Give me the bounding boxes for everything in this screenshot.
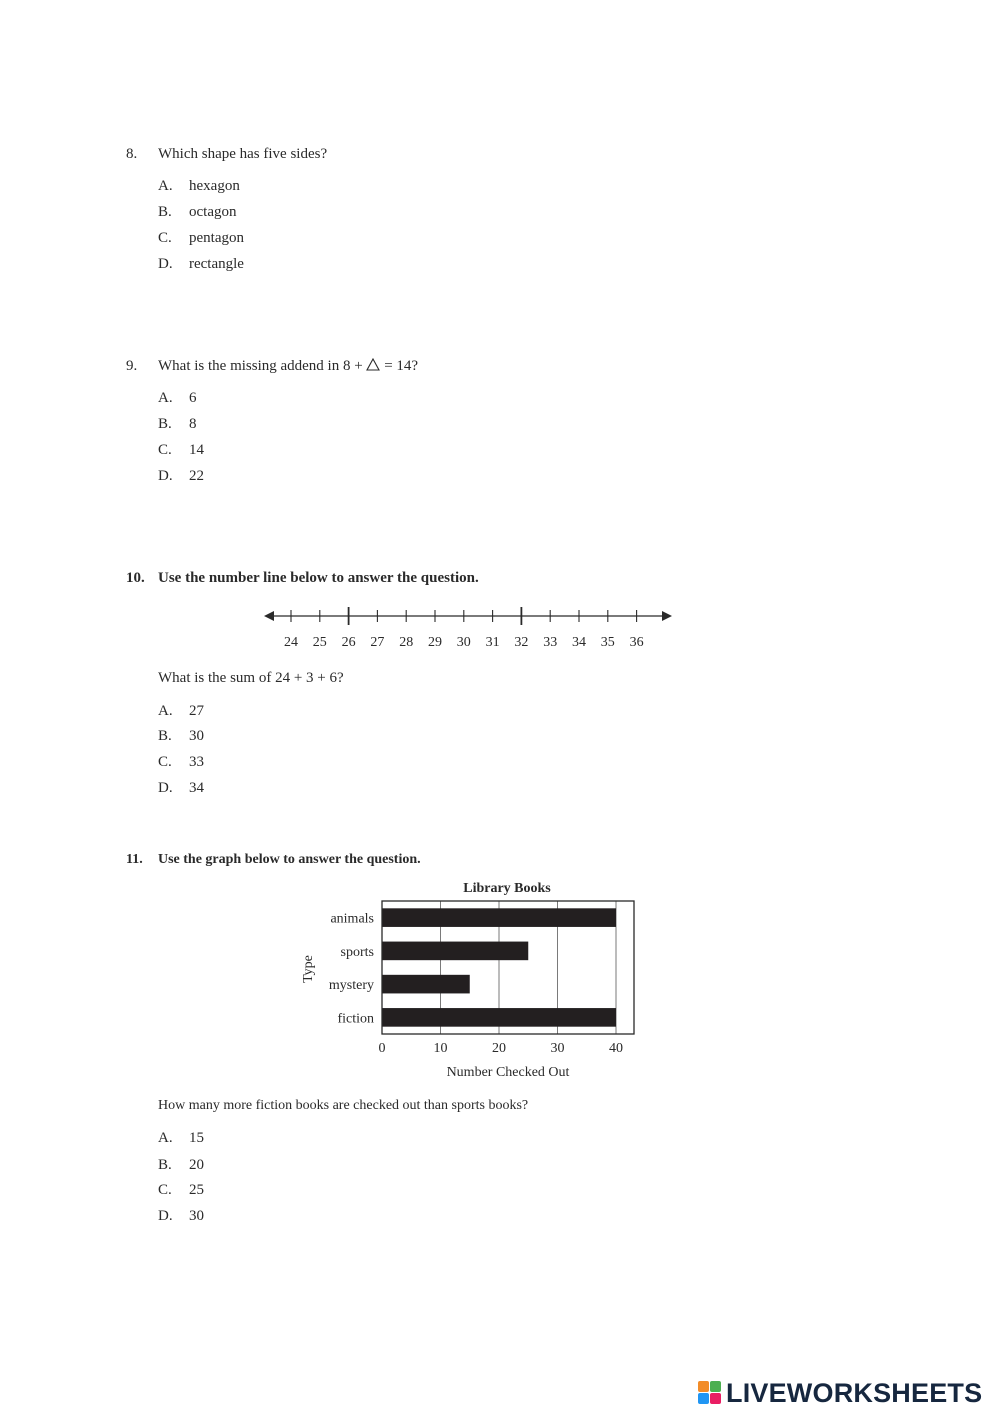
option-text: pentagon [189,230,244,246]
question-11-option-c[interactable] [158,1182,204,1199]
chart-bar-sports [382,942,528,961]
question-10-number: 10. [126,570,145,586]
option-letter: A. [158,1130,173,1146]
question-10-option-b[interactable] [158,728,204,745]
question-9-number: 9. [126,358,138,374]
option-letter: B. [158,416,172,432]
question-8-option-b[interactable] [158,204,236,221]
chart-x-tick-label: 30 [550,1041,565,1056]
option-text: 14 [189,442,204,458]
question-11-option-b[interactable] [158,1157,204,1174]
chart-title: Library Books [463,881,551,896]
question-10-instruction: Use the number line below to answer the question. [158,570,479,586]
liveworksheets-icon [697,1379,723,1407]
question-9-text-after: = 14? [380,358,419,374]
number-line-label: 28 [399,635,414,650]
question-10-option-a[interactable] [158,703,204,720]
option-text: 15 [189,1130,204,1146]
option-letter: C. [158,1182,172,1198]
number-line-label: 24 [284,635,298,650]
chart-category-label: mystery [328,978,374,994]
chart-category-label: animals [330,911,374,927]
option-letter: D. [158,468,173,484]
logo-block [710,1381,721,1392]
option-letter: B. [158,204,172,220]
option-letter: C. [158,442,172,458]
logo-block [698,1381,709,1392]
number-line-label: 33 [543,635,558,650]
question-8-option-c[interactable] [158,230,244,247]
number-line-label: 25 [312,635,327,650]
option-text: 30 [189,728,204,744]
liveworksheets-logo [697,1378,982,1408]
option-letter: C. [158,230,172,246]
chart-bar-animals [382,908,616,927]
library-books-chart [290,876,650,1086]
number-line-label: 32 [514,635,529,650]
chart-x-tick-label: 10 [433,1041,448,1056]
option-text: hexagon [189,178,240,194]
number-line-label: 35 [600,635,615,650]
option-letter: D. [158,780,173,796]
number-line-label: 29 [428,635,442,650]
left-arrow-icon [264,611,274,621]
option-letter: D. [158,1208,173,1224]
question-9-option-c[interactable] [158,442,204,459]
chart-x-tick-label: 0 [378,1041,386,1056]
question-9-text [158,358,418,375]
triangle-icon [366,358,380,371]
number-line-label: 36 [629,635,644,650]
option-letter: A. [158,390,173,406]
logo-block [710,1393,721,1404]
question-11-text: How many more fiction books are checked out than sports books? [158,1098,529,1113]
option-letter: C. [158,754,172,770]
option-letter: A. [158,703,173,719]
chart-bar-mystery [382,975,470,994]
chart-x-tick-label: 40 [609,1041,623,1056]
number-line-label: 26 [341,635,356,650]
number-line [262,602,678,652]
chart-category-label: sports [340,944,374,960]
option-text: 8 [189,416,197,432]
option-letter: B. [158,728,172,744]
chart-x-tick-label: 20 [492,1041,506,1056]
chart-bar-fiction [382,1008,616,1027]
question-9-option-d[interactable] [158,468,204,485]
chart-category-label: fiction [337,1011,374,1027]
question-11-option-d[interactable] [158,1208,204,1225]
question-9-text-before: What is the missing addend in 8 + [158,358,367,374]
question-10-option-c[interactable] [158,754,204,771]
question-11-instruction: Use the graph below to answer the question. [158,852,421,867]
chart-x-axis-label: Number Checked Out [446,1065,570,1080]
option-text: 33 [189,754,204,770]
question-8-option-a[interactable] [158,178,240,195]
option-text: 34 [189,780,204,796]
question-8-number: 8. [126,146,138,162]
number-line-label: 31 [485,635,500,650]
option-text: 6 [189,390,197,406]
question-11-number: 11. [126,852,143,867]
question-8-option-d[interactable] [158,256,244,273]
chart-y-axis-label: Type [301,955,316,983]
question-10-text: What is the sum of 24 + 3 + 6? [158,670,344,686]
option-text: rectangle [189,256,244,272]
question-8-text: Which shape has five sides? [158,146,328,162]
option-letter: B. [158,1157,172,1173]
option-text: 25 [189,1182,204,1198]
question-9-option-a[interactable] [158,390,197,407]
number-line-label: 30 [456,635,471,650]
logo-block [698,1393,709,1404]
option-text: 27 [189,703,204,719]
question-11-option-a[interactable] [158,1130,204,1147]
question-10-option-d[interactable] [158,780,204,797]
option-text: 20 [189,1157,204,1173]
number-line-label: 27 [370,635,385,650]
option-text: 30 [189,1208,204,1224]
logo-text: LIVEWORKSHEETS [726,1377,983,1408]
question-9-option-b[interactable] [158,416,197,433]
option-letter: A. [158,178,173,194]
right-arrow-icon [662,611,672,621]
option-text: 22 [189,468,204,484]
option-text: octagon [189,204,237,220]
number-line-label: 34 [572,635,586,650]
option-letter: D. [158,256,173,272]
